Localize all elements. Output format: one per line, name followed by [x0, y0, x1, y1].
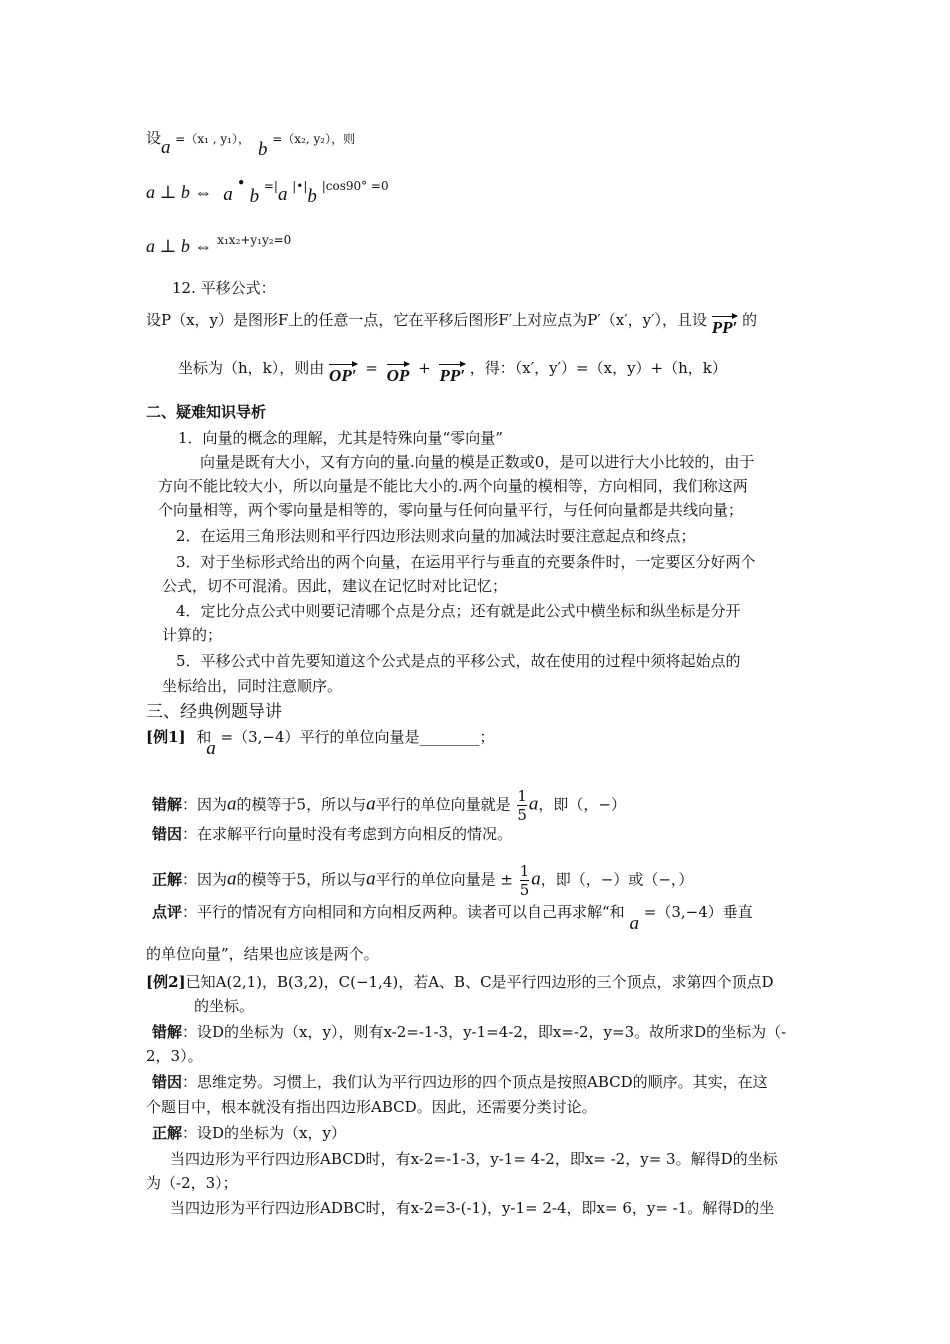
- vector-a: a: [531, 868, 541, 890]
- right-solution-2: [152, 1123, 346, 1143]
- vector-b: b: [257, 139, 268, 160]
- s2-p1-l3: 个向量相等，两个零向量是相等的，零向量与任何向量平行，与任何向量都是共线向量；: [158, 501, 744, 519]
- text: ：在求解平行向量时没有考虑到方向相反的情况。: [182, 825, 513, 843]
- section-2-title: 二、疑难知识导析: [146, 403, 267, 421]
- perp-equivalence: a ⊥ b ⇔: [146, 182, 213, 202]
- vector-a: a: [528, 793, 539, 815]
- comment-label: 点评: [152, 903, 183, 921]
- text: =（x₁ , y₁），: [175, 132, 250, 146]
- example-label: [例1]: [146, 728, 186, 746]
- text: |•|: [292, 179, 308, 193]
- wrong-solution-2-l2: 2，3）。: [146, 1047, 203, 1065]
- text: ：设D的坐标为（x，y）: [182, 1124, 346, 1142]
- text: ：平行的情况有方向相同和方向相反两种。读者可以自己再求解“和: [182, 903, 625, 921]
- text: 设P（x，y）是图形F上的任意一点，它在平移后图形F′上对应点为P′（x′，y′），且设: [146, 311, 707, 329]
- case-2-l1: 当四边形为平行四边形ADBC时，有x-2=3-(-1)，y-1= 2-4，即x= 6，y= -1。解得D的坐: [170, 1199, 775, 1217]
- s2-p1-l2: 方向不能比较大小，所以向量是不能比大小的.两个向量的模相等，方向相同，我们称这两: [158, 477, 748, 495]
- dot-symbol: •: [236, 174, 246, 192]
- cause-label: 错因: [152, 825, 183, 843]
- text: ：设D的坐标为（x，y），则有x-2=-1-3，y-1=4-2，即x=-2，y=3。故所求D的坐标为（-: [182, 1023, 787, 1041]
- text: 的模等于5，所以与: [236, 870, 367, 889]
- text: 的模等于5，所以与: [236, 795, 367, 814]
- perp-definition-line: [146, 128, 356, 160]
- plus-sign: +: [418, 359, 431, 377]
- perp-equivalence: a ⊥ b ⇔: [146, 236, 213, 256]
- text: |cos90° =0: [321, 179, 389, 193]
- example-2: [146, 972, 774, 992]
- s2-p4-l1: 4．定比分点公式中则要记清哪个点是分点；还有就是此公式中横坐标和纵坐标是分开: [176, 602, 741, 620]
- vector-a: a: [227, 793, 237, 815]
- vector-op: OP: [387, 360, 410, 386]
- vector-pp: PP′: [712, 312, 738, 338]
- vector-a: a: [161, 137, 171, 158]
- vector-a: a: [223, 184, 233, 205]
- fraction-one-fifth: $\frac{1}{5}$: [517, 787, 527, 824]
- vector-pp: PP′: [439, 360, 465, 386]
- vector-a: a: [206, 738, 216, 759]
- translation-line-2: [178, 352, 727, 385]
- s2-p1: 1．向量的概念的理解，尤其是特殊向量“零向量”: [178, 429, 503, 447]
- example-2-l2: 的坐标。: [194, 997, 255, 1015]
- text: ：因为: [182, 795, 228, 814]
- error-cause-2: [152, 1072, 768, 1092]
- vector-a: a: [366, 793, 376, 815]
- wrong-label: 错解: [152, 1023, 183, 1041]
- example-1: [146, 727, 495, 759]
- text: 坐标为（h，k），则由: [178, 359, 325, 377]
- comment-1: [152, 902, 753, 934]
- perp-dot-product-line: [146, 174, 389, 207]
- text: ，即（，−）或（−，）: [540, 870, 694, 889]
- case-1-l2: 为（-2，3）；: [146, 1174, 238, 1192]
- vector-a: a: [277, 184, 288, 205]
- wrong-label: 错解: [152, 795, 183, 814]
- comment-1-l2: 的单位向量”，结果也应该是两个。: [146, 945, 379, 963]
- s2-p2: 2．在运用三角形法则和平行四边形法则求向量的加减法时要注意起点和终点；: [176, 527, 696, 545]
- text: ，得：（x′，y′）=（x，y）+（h，k）: [469, 359, 727, 377]
- text: ：因为: [182, 870, 228, 889]
- vector-a: a: [366, 868, 376, 890]
- text: =|: [263, 179, 278, 193]
- section-3-title: 三、经典例题导讲: [146, 702, 282, 722]
- text: =（3,−4）垂直: [643, 903, 753, 921]
- vector-a: a: [629, 913, 639, 934]
- text: ，即（，−）: [538, 795, 626, 814]
- text: x₁x₂+y₁y₂=0: [217, 233, 292, 247]
- text: 平行的单位向量就是: [375, 795, 511, 814]
- cause-label: 错因: [152, 1073, 183, 1091]
- text: 和: [196, 728, 212, 746]
- translation-heading: 12. 平移公式：: [172, 279, 276, 297]
- wrong-solution-2: [152, 1022, 786, 1042]
- text: 的: [742, 311, 758, 329]
- equals-sign: =: [365, 359, 378, 377]
- text: ：思维定势。习惯上，我们认为平行四边形的四个顶点是按照ABCD的顺序。其实，在这: [182, 1073, 768, 1091]
- example-label: [例2]: [146, 973, 186, 991]
- error-cause-1: [152, 824, 512, 844]
- s2-p3-l2: 公式，切不可混淆。因此，建议在记忆时对比记忆；: [162, 577, 508, 595]
- s2-p5-l2: 坐标给出，同时注意顺序。: [162, 677, 343, 695]
- text: 已知A(2,1)，B(3,2)，C(−1,4)，若A、B、C是平行四边形的三个顶点，求第四个顶点D: [185, 973, 774, 991]
- wrong-solution-1: [152, 787, 626, 824]
- text: 平行的单位向量是 ±: [375, 870, 513, 889]
- s2-p5-l1: 5．平移公式中首先要知道这个公式是点的平移公式，故在使用的过程中须将起始点的: [176, 652, 741, 670]
- text: =（3,−4）平行的单位向量是________；: [220, 728, 495, 746]
- text: 设: [146, 129, 162, 147]
- fraction-one-fifth: $\frac{1}{5}$: [519, 862, 530, 899]
- error-cause-2-l2: 个题目中，根本就没有指出四边形ABCD。因此，还需要分类讨论。: [146, 1098, 597, 1116]
- s2-p1-l1: 向量是既有大小，又有方向的量.向量的模是正数或0，是可以进行大小比较的，由于: [200, 453, 755, 471]
- s2-p4-l2: 计算的；: [162, 626, 223, 644]
- vector-b: b: [307, 186, 317, 207]
- text: =（x₂, y₂），则: [272, 132, 356, 146]
- translation-line-1: [146, 304, 758, 337]
- case-1-l1: 当四边形为平行四边形ABCD时，有x-2=-1-3，y-1= 4-2，即x= -2，y= 3。解得D的坐标: [170, 1150, 778, 1168]
- right-label: 正解: [152, 1124, 183, 1142]
- right-label: 正解: [152, 870, 183, 889]
- vector-a: a: [227, 868, 237, 890]
- s2-p3-l1: 3．对于坐标形式给出的两个向量，在运用平行与垂直的充要条件时，一定要区分好两个: [176, 553, 756, 571]
- perp-coordinate-line: [146, 233, 292, 258]
- vector-b: b: [249, 186, 260, 207]
- vector-op-prime: OP′: [329, 360, 356, 386]
- right-solution-1: [152, 862, 693, 899]
